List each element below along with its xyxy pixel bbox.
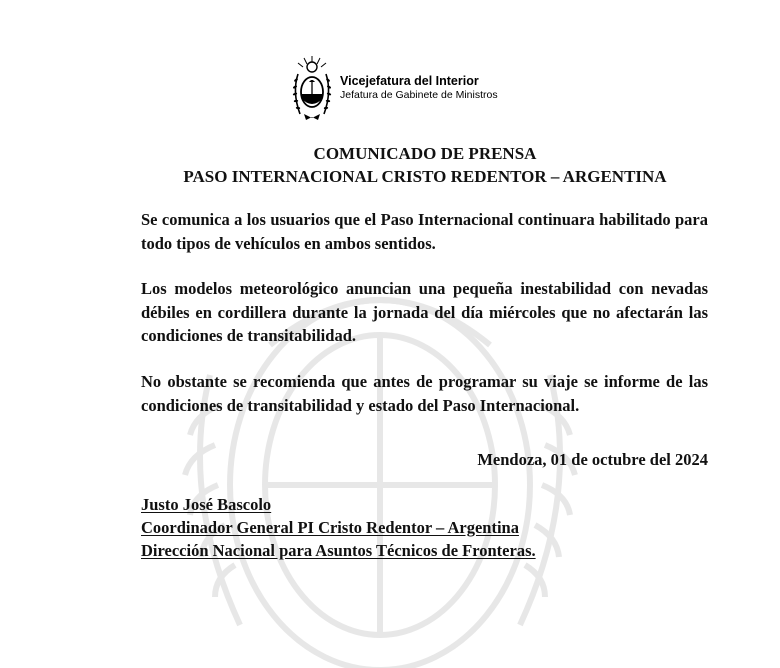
signature-role: Coordinador General PI Cristo Redentor – Argentina — [141, 518, 519, 537]
document-title — [0, 142, 780, 188]
paragraph-2: Los modelos meteorológico anuncian una pequeña inestabilidad con nevadas débiles en cordillera durante la jornada del día miércoles que no afectarán las condiciones de transitabilidad. — [141, 279, 708, 345]
argentina-coat-of-arms-icon — [290, 54, 334, 122]
logo-text — [340, 74, 498, 102]
paragraph-3: No obstante se recomienda que antes de programar su viaje se informe de las condiciones de transitabilidad y estado del Paso Internacional. — [141, 372, 708, 415]
signature-block — [141, 493, 536, 562]
title-line-2: PASO INTERNACIONAL CRISTO REDENTOR – ARGENTINA — [183, 167, 667, 186]
title-line-1: COMUNICADO DE PRENSA — [313, 144, 537, 163]
org-name: Vicejefatura del Interior — [340, 74, 479, 88]
date-line: Mendoza, 01 de octubre del 2024 — [477, 450, 708, 469]
signature-name: Justo José Bascolo — [141, 495, 272, 514]
header-logo — [290, 54, 498, 122]
signature-department: Dirección Nacional para Asuntos Técnicos de Fronteras. — [141, 541, 536, 560]
org-parent: Jefatura de Gabinete de Ministros — [340, 89, 498, 101]
paragraph-1: Se comunica a los usuarios que el Paso Internacional continuara habilitado para todo tipos de vehículos en ambos sentidos. — [141, 210, 708, 253]
